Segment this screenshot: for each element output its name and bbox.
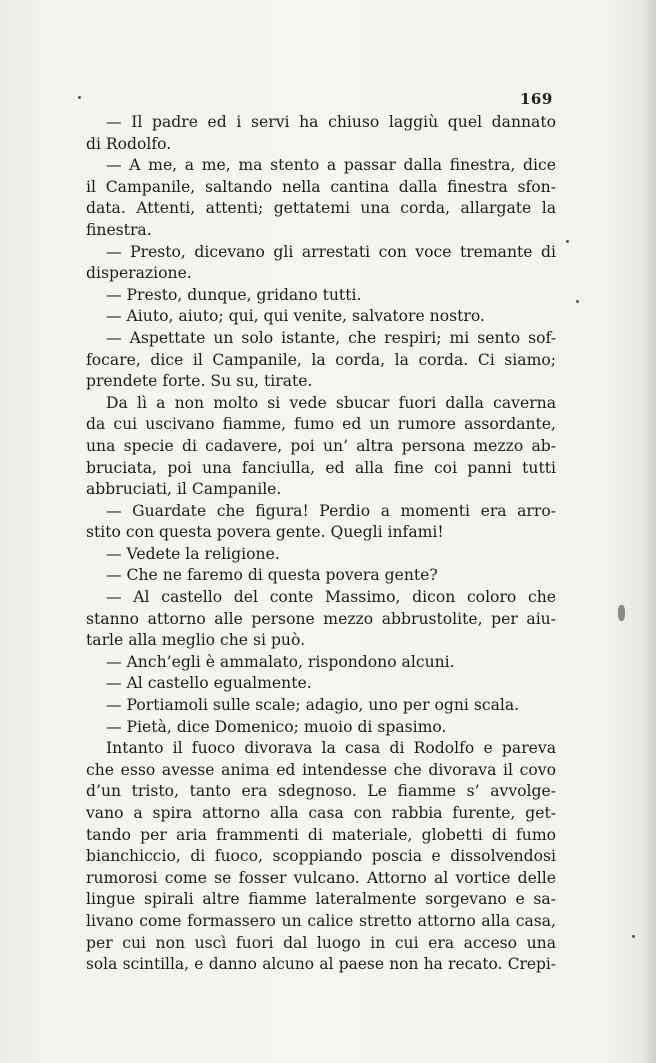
text-line: da cui uscivano fiamme, fumo ed un rumore assordante,: [86, 415, 556, 434]
text-line: lingue spirali altre fiamme lateralmente sorgevano e sa-: [86, 890, 556, 909]
text-line: — Portiamoli sulle scale; adagio, uno per ogni scala.: [106, 696, 520, 715]
text-line: abbruciati, il Campanile.: [86, 480, 282, 499]
print-speck: [576, 300, 579, 303]
text-line: stanno attorno alle persone mezzo abbrustolite, per aiu-: [86, 609, 556, 628]
text-line: — Il padre ed i servi ha chiuso laggiù quel dannato: [106, 113, 556, 131]
text-line: una specie di cadavere, poi un’ altra persona mezzo ab-: [86, 436, 556, 455]
print-speck: [78, 96, 81, 99]
text-line: Intanto il fuoco divorava la casa di Rodolfo e pareva: [106, 739, 556, 758]
text-line: tarle alla meglio che si può.: [86, 631, 306, 650]
text-line: data. Attenti, attenti; gettatemi una corda, allargate la: [86, 199, 556, 218]
text-line: finestra.: [86, 220, 152, 239]
text-line: — Aiuto, aiuto; qui, qui venite, salvatore nostro.: [106, 307, 485, 326]
print-speck: [566, 240, 569, 243]
text-line: sola scintilla, e danno alcuno al paese non ha recato. Crepi-: [86, 955, 556, 974]
text-line: stito con questa povera gente. Quegli infami!: [86, 523, 444, 542]
text-line: — Al castello egualmente.: [106, 674, 312, 693]
print-speck: [632, 935, 635, 938]
page-number: 169: [520, 90, 553, 108]
text-line: il Campanile, saltando nella cantina dalla finestra sfon-: [86, 177, 556, 196]
text-line: di Rodolfo.: [86, 134, 172, 153]
text-line: bruciata, poi una fanciulla, ed alla fine coi panni tutti: [86, 458, 556, 477]
text-line: tando per aria frammenti di materiale, globetti di fumo: [86, 825, 556, 844]
text-line: per cui non uscì fuori dal luogo in cui era acceso una: [86, 933, 556, 952]
text-line: — Presto, dicevano gli arrestati con voce tremante di: [106, 242, 556, 261]
text-line: Da lì a non molto si vede sbucar fuori dalla caverna: [106, 393, 556, 412]
text-line: — Guardate che figura! Perdio a momenti era arro-: [106, 501, 556, 520]
text-line: — Aspettate un solo istante, che respiri; mi sento sof-: [106, 328, 556, 347]
text-line: — Pietà, dice Domenico; muoio di spasimo.: [106, 717, 447, 736]
page-edge-shadow: [642, 0, 656, 1063]
text-line: che esso avesse anima ed intendesse che divorava il covo: [86, 760, 556, 779]
text-line: bianchiccio, di fuoco, scoppiando poscia e dissolvendosi: [86, 847, 556, 866]
text-line: — Anch’egli è ammalato, rispondono alcuni.: [106, 652, 455, 671]
text-line: disperazione.: [86, 264, 192, 283]
text-line: prendete forte. Su su, tirate.: [86, 372, 313, 391]
text-line: vano a spira attorno alla casa con rabbia furente, get-: [86, 804, 556, 822]
text-line: — Vedete la religione.: [106, 544, 280, 563]
ink-blot: [618, 605, 625, 621]
text-line: focare, dice il Campanile, la corda, la corda. Ci siamo;: [86, 350, 556, 369]
text-line: — A me, a me, ma stento a passar dalla finestra, dice: [106, 156, 556, 175]
text-line: livano come formassero un calice stretto attorno alla casa,: [86, 911, 556, 930]
body-text: [86, 112, 556, 976]
text-line: — Al castello del conte Massimo, dicon coloro che: [106, 588, 556, 607]
text-line: d’un tristo, tanto era sdegnoso. Le fiamme s’ avvolge-: [86, 782, 556, 801]
text-line: rumorosi come se fosser vulcano. Attorno al vortice delle: [86, 868, 556, 887]
text-line: — Presto, dunque, gridano tutti.: [106, 285, 362, 304]
text-line: — Che ne faremo di questa povera gente?: [106, 566, 438, 585]
